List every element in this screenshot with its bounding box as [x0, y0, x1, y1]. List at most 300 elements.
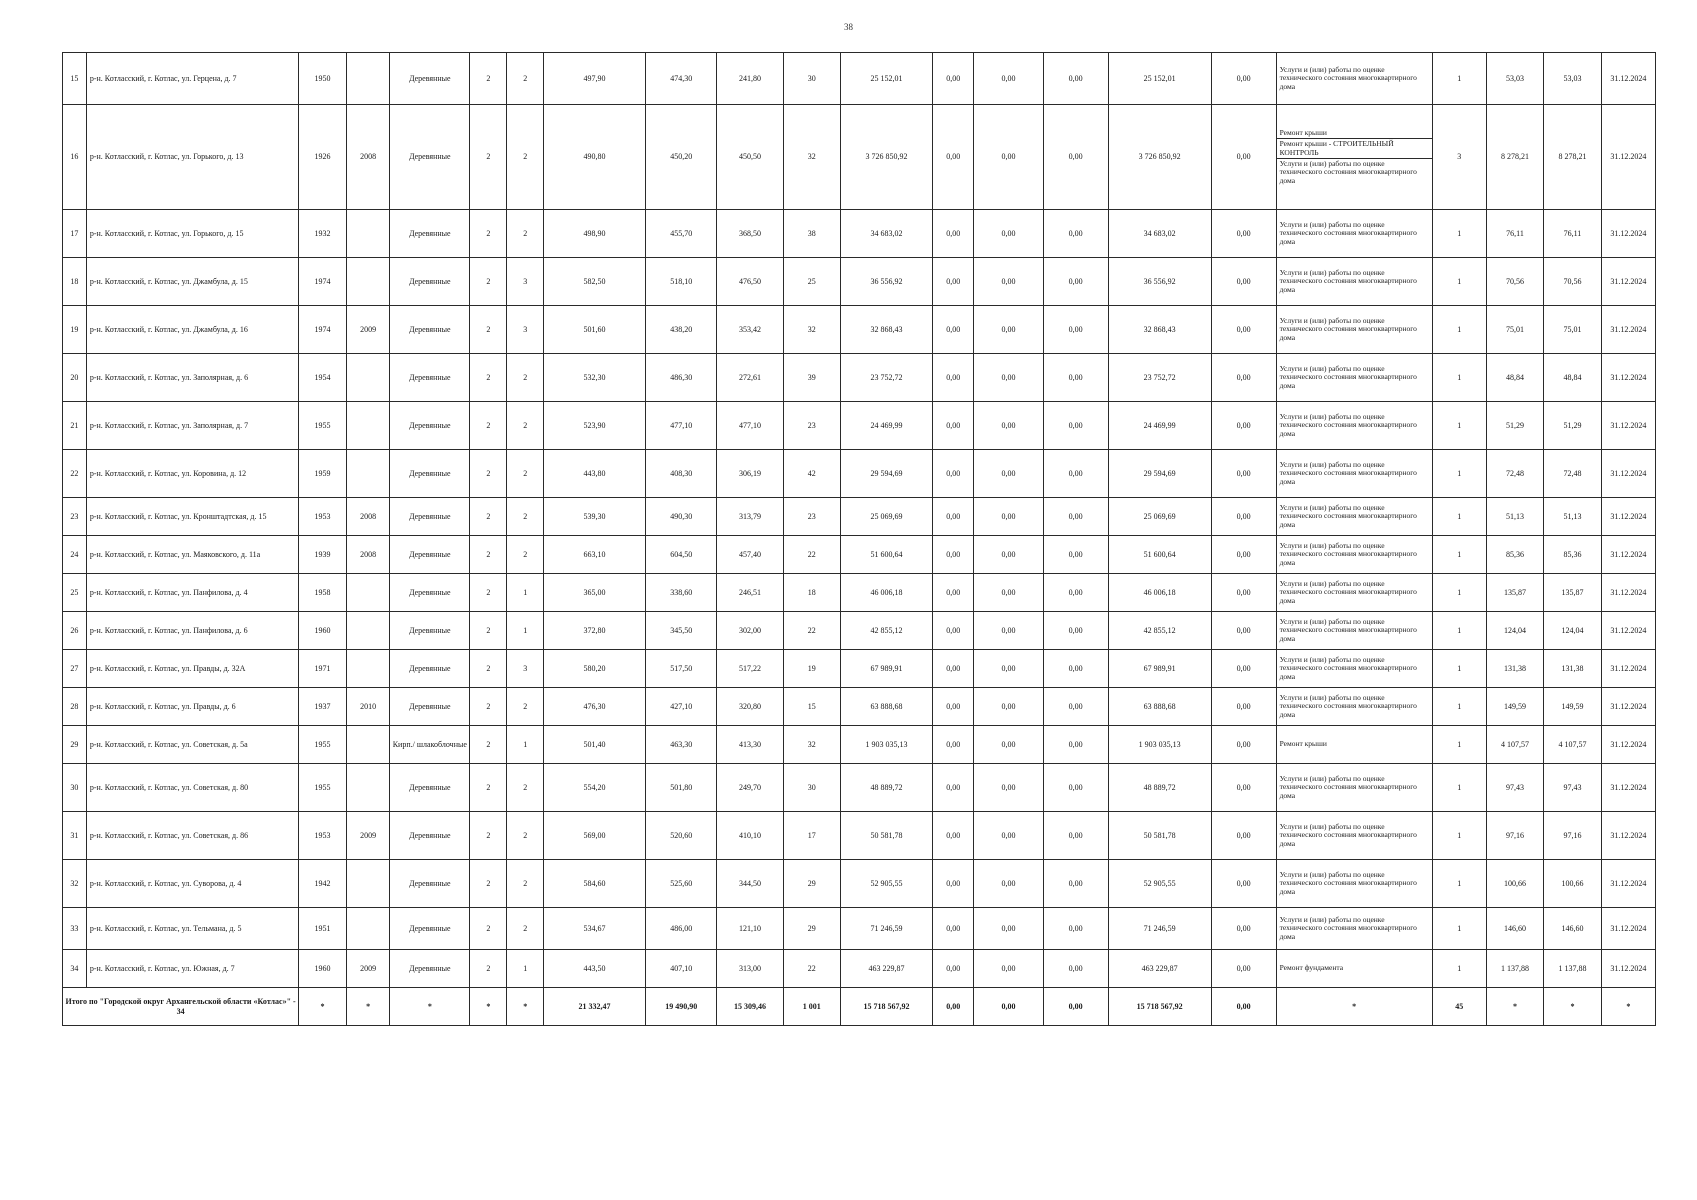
cell-residents: 17 — [783, 812, 840, 860]
cell-works — [1276, 688, 1432, 726]
cell-cost-total: 48 889,72 — [841, 764, 933, 812]
table-row — [63, 536, 1656, 574]
cell-fund2: 0,00 — [974, 210, 1043, 258]
cell-n: 26 — [63, 612, 87, 650]
work-item: Услуги и (или) работы по оценке технического состояния многоквартирного дома — [1279, 267, 1417, 294]
cell-area-res: 525,60 — [645, 860, 717, 908]
cell-works — [1276, 402, 1432, 450]
cell-fund2: 0,00 — [974, 860, 1043, 908]
cell-fund1: 0,00 — [933, 354, 974, 402]
cell-unit-max: 124,04 — [1544, 612, 1601, 650]
cell-floors: 2 — [470, 812, 507, 860]
cell-fund-own: 51 600,64 — [1108, 536, 1211, 574]
cell-area-liv: 353,42 — [717, 306, 783, 354]
cell-cost-total: 42 855,12 — [841, 612, 933, 650]
cell-works — [1276, 574, 1432, 612]
cell-area-res: 518,10 — [645, 258, 717, 306]
cell-cap-year — [346, 402, 389, 450]
cell-count: 1 — [1432, 812, 1486, 860]
cell-addr: р-н. Котласский, г. Котлас, ул. Панфилова, д. 4 — [86, 574, 298, 612]
cell-n: 23 — [63, 498, 87, 536]
cell-year: 1959 — [299, 450, 347, 498]
cell-works — [1276, 536, 1432, 574]
cell-works — [1276, 812, 1432, 860]
cell-entrances: 1 — [507, 950, 544, 988]
table-row — [63, 402, 1656, 450]
cell-fund3: 0,00 — [1043, 498, 1108, 536]
cell-cap-year — [346, 574, 389, 612]
cell-n: 21 — [63, 402, 87, 450]
cell-area-total: 554,20 — [544, 764, 646, 812]
cell-count: 3 — [1432, 105, 1486, 210]
cell-walls: Деревянные — [390, 536, 470, 574]
cell-cap-year — [346, 860, 389, 908]
table-body — [63, 53, 1656, 1026]
cell-fund-own: 29 594,69 — [1108, 450, 1211, 498]
cell-walls: Деревянные — [390, 53, 470, 105]
cell-fund-own: 71 246,59 — [1108, 908, 1211, 950]
cell-cap-year: 2009 — [346, 950, 389, 988]
cell-count: 1 — [1432, 612, 1486, 650]
cell-year: 1958 — [299, 574, 347, 612]
cell-area-total: 490,80 — [544, 105, 646, 210]
cell-n: 29 — [63, 726, 87, 764]
cell-cap-year — [346, 450, 389, 498]
cell-n: 33 — [63, 908, 87, 950]
cell-fund3: 0,00 — [1043, 354, 1108, 402]
cell-area-total: 534,67 — [544, 908, 646, 950]
cell-area-liv: 121,10 — [717, 908, 783, 950]
cell-floors: 2 — [470, 354, 507, 402]
cell-unit-cost: 72,48 — [1486, 450, 1543, 498]
cell-deadline: 31.12.2024 — [1601, 105, 1655, 210]
cell-area-total: 365,00 — [544, 574, 646, 612]
cell-unit-max: 135,87 — [1544, 574, 1601, 612]
cell-area-liv: 313,79 — [717, 498, 783, 536]
cell-cap-year — [346, 210, 389, 258]
cell-cost-total: 463 229,87 — [841, 950, 933, 988]
cell-entrances: 1 — [507, 574, 544, 612]
cell-cap-year — [346, 764, 389, 812]
cell-addr: р-н. Котласский, г. Котлас, ул. Горького, д. 15 — [86, 210, 298, 258]
cell-floors: 2 — [470, 650, 507, 688]
cell-entrances: 2 — [507, 354, 544, 402]
cell-unit-cost: 131,38 — [1486, 650, 1543, 688]
cell-area-total: 443,80 — [544, 450, 646, 498]
cell-fund2: 0,00 — [974, 574, 1043, 612]
table-row — [63, 650, 1656, 688]
cell-year: 1950 — [299, 53, 347, 105]
register-sheet — [62, 52, 1656, 1026]
cell-fund-own: 36 556,92 — [1108, 258, 1211, 306]
cell-works — [1276, 726, 1432, 764]
total-unit-cost: * — [1486, 988, 1543, 1026]
cell-n: 18 — [63, 258, 87, 306]
cell-entrances: 2 — [507, 536, 544, 574]
cell-n: 24 — [63, 536, 87, 574]
cell-area-liv: 241,80 — [717, 53, 783, 105]
cell-unit-max: 70,56 — [1544, 258, 1601, 306]
cell-works — [1276, 105, 1432, 210]
cell-works — [1276, 354, 1432, 402]
cell-walls: Деревянные — [390, 210, 470, 258]
cell-deadline: 31.12.2024 — [1601, 53, 1655, 105]
cell-deadline: 31.12.2024 — [1601, 258, 1655, 306]
cell-cost-total: 24 469,99 — [841, 402, 933, 450]
cell-unit-cost: 76,11 — [1486, 210, 1543, 258]
cell-cost-total: 32 868,43 — [841, 306, 933, 354]
work-item: Услуги и (или) работы по оценке технического состояния многоквартирного дома — [1279, 616, 1417, 643]
cell-unit-max: 97,43 — [1544, 764, 1601, 812]
cell-cost-total: 3 726 850,92 — [841, 105, 933, 210]
cell-walls: Деревянные — [390, 612, 470, 650]
cell-fund-own: 463 229,87 — [1108, 950, 1211, 988]
cell-works — [1276, 860, 1432, 908]
cell-deadline: 31.12.2024 — [1601, 450, 1655, 498]
cell-fund-other: 0,00 — [1211, 574, 1276, 612]
cell-year: 1955 — [299, 764, 347, 812]
cell-n: 34 — [63, 950, 87, 988]
cell-area-liv: 457,40 — [717, 536, 783, 574]
cell-area-total: 497,90 — [544, 53, 646, 105]
cell-area-liv: 313,00 — [717, 950, 783, 988]
cell-n: 15 — [63, 53, 87, 105]
cell-cap-year: 2009 — [346, 812, 389, 860]
table-row — [63, 306, 1656, 354]
cell-fund2: 0,00 — [974, 764, 1043, 812]
cell-fund1: 0,00 — [933, 688, 974, 726]
table-row — [63, 860, 1656, 908]
cell-works — [1276, 908, 1432, 950]
cell-floors: 2 — [470, 210, 507, 258]
work-item: Услуги и (или) работы по оценке технического состояния многоквартирного дома — [1279, 692, 1417, 719]
cell-unit-cost: 149,59 — [1486, 688, 1543, 726]
total-residents: 1 001 — [783, 988, 840, 1026]
cell-cost-total: 51 600,64 — [841, 536, 933, 574]
cell-cost-total: 46 006,18 — [841, 574, 933, 612]
cell-n: 30 — [63, 764, 87, 812]
work-item: Услуги и (или) работы по оценке технического состояния многоквартирного дома — [1279, 502, 1417, 529]
cell-entrances: 3 — [507, 258, 544, 306]
cell-area-res: 486,30 — [645, 354, 717, 402]
cell-floors: 2 — [470, 612, 507, 650]
table-row — [63, 258, 1656, 306]
cell-fund-other: 0,00 — [1211, 402, 1276, 450]
cell-unit-cost: 51,29 — [1486, 402, 1543, 450]
cell-fund2: 0,00 — [974, 536, 1043, 574]
cell-cost-total: 23 752,72 — [841, 354, 933, 402]
cell-area-total: 498,90 — [544, 210, 646, 258]
cell-addr: р-н. Котласский, г. Котлас, ул. Тельмана, д. 5 — [86, 908, 298, 950]
cell-residents: 19 — [783, 650, 840, 688]
work-item: Услуги и (или) работы по оценке технического состояния многоквартирного дома — [1279, 540, 1417, 567]
work-item: Ремонт фундамента — [1279, 963, 1344, 973]
cell-area-res: 427,10 — [645, 688, 717, 726]
total-area-total: 21 332,47 — [544, 988, 646, 1026]
cell-addr: р-н. Котласский, г. Котлас, ул. Южная, д. 7 — [86, 950, 298, 988]
table-row — [63, 53, 1656, 105]
cell-area-total: 580,20 — [544, 650, 646, 688]
cell-cost-total: 1 903 035,13 — [841, 726, 933, 764]
cell-area-res: 345,50 — [645, 612, 717, 650]
cell-count: 1 — [1432, 306, 1486, 354]
cell-year: 1955 — [299, 402, 347, 450]
cell-cap-year — [346, 53, 389, 105]
cell-addr: р-н. Котласский, г. Котлас, ул. Кронштадтская, д. 15 — [86, 498, 298, 536]
work-item: Услуги и (или) работы по оценке технического состояния многоквартирного дома — [1279, 914, 1417, 941]
cell-cap-year: 2008 — [346, 105, 389, 210]
cell-floors: 2 — [470, 688, 507, 726]
cell-works — [1276, 450, 1432, 498]
cell-walls: Деревянные — [390, 402, 470, 450]
cell-unit-cost: 135,87 — [1486, 574, 1543, 612]
cell-year: 1960 — [299, 950, 347, 988]
cell-fund3: 0,00 — [1043, 536, 1108, 574]
table-row — [63, 812, 1656, 860]
cell-fund-own: 48 889,72 — [1108, 764, 1211, 812]
cell-count: 1 — [1432, 764, 1486, 812]
cell-count: 1 — [1432, 688, 1486, 726]
cell-floors: 2 — [470, 950, 507, 988]
total-unit-max: * — [1544, 988, 1601, 1026]
cell-area-liv: 517,22 — [717, 650, 783, 688]
table-row — [63, 105, 1656, 210]
cell-fund2: 0,00 — [974, 53, 1043, 105]
cell-fund2: 0,00 — [974, 726, 1043, 764]
cell-fund-other: 0,00 — [1211, 536, 1276, 574]
cell-year: 1953 — [299, 498, 347, 536]
cell-area-liv: 302,00 — [717, 612, 783, 650]
cell-fund-other: 0,00 — [1211, 612, 1276, 650]
cell-area-res: 520,60 — [645, 812, 717, 860]
cell-walls: Деревянные — [390, 812, 470, 860]
cell-area-liv: 477,10 — [717, 402, 783, 450]
cell-year: 1974 — [299, 306, 347, 354]
total-year: * — [299, 988, 347, 1026]
cell-area-res: 407,10 — [645, 950, 717, 988]
work-item: Услуги и (или) работы по оценке технического состояния многоквартирного дома — [1279, 315, 1417, 342]
cell-addr: р-н. Котласский, г. Котлас, ул. Джамбула, д. 15 — [86, 258, 298, 306]
cell-cost-total: 25 069,69 — [841, 498, 933, 536]
cell-fund-other: 0,00 — [1211, 210, 1276, 258]
table-row — [63, 726, 1656, 764]
cell-unit-cost: 75,01 — [1486, 306, 1543, 354]
cell-area-res: 463,30 — [645, 726, 717, 764]
cell-fund-other: 0,00 — [1211, 908, 1276, 950]
cell-floors: 2 — [470, 498, 507, 536]
cell-area-liv: 344,50 — [717, 860, 783, 908]
cell-year: 1955 — [299, 726, 347, 764]
cell-fund2: 0,00 — [974, 812, 1043, 860]
cell-count: 1 — [1432, 498, 1486, 536]
cell-residents: 22 — [783, 536, 840, 574]
cell-addr: р-н. Котласский, г. Котлас, ул. Заполярная, д. 7 — [86, 402, 298, 450]
cell-floors: 2 — [470, 258, 507, 306]
cell-unit-max: 72,48 — [1544, 450, 1601, 498]
table-row — [63, 354, 1656, 402]
cell-residents: 30 — [783, 764, 840, 812]
cell-works — [1276, 258, 1432, 306]
cell-n: 19 — [63, 306, 87, 354]
cell-works — [1276, 53, 1432, 105]
cell-unit-cost: 85,36 — [1486, 536, 1543, 574]
cell-cost-total: 63 888,68 — [841, 688, 933, 726]
table-row — [63, 950, 1656, 988]
cell-fund3: 0,00 — [1043, 53, 1108, 105]
cell-cap-year — [346, 258, 389, 306]
cell-addr: р-н. Котласский, г. Котлас, ул. Герцена, д. 7 — [86, 53, 298, 105]
cell-fund-other: 0,00 — [1211, 950, 1276, 988]
cell-floors: 2 — [470, 53, 507, 105]
table-row — [63, 764, 1656, 812]
cell-area-total: 532,30 — [544, 354, 646, 402]
work-item: Ремонт крыши — [1279, 739, 1327, 749]
cell-residents: 39 — [783, 354, 840, 402]
cell-count: 1 — [1432, 402, 1486, 450]
cell-fund3: 0,00 — [1043, 950, 1108, 988]
cell-area-res: 450,20 — [645, 105, 717, 210]
cell-walls: Деревянные — [390, 574, 470, 612]
cell-floors: 2 — [470, 860, 507, 908]
table-row — [63, 450, 1656, 498]
cell-fund2: 0,00 — [974, 950, 1043, 988]
cell-area-liv: 246,51 — [717, 574, 783, 612]
cell-fund-other: 0,00 — [1211, 650, 1276, 688]
cell-unit-cost: 97,16 — [1486, 812, 1543, 860]
total-area-res: 19 490,90 — [645, 988, 717, 1026]
cell-unit-cost: 8 278,21 — [1486, 105, 1543, 210]
cell-deadline: 31.12.2024 — [1601, 498, 1655, 536]
work-item: Услуги и (или) работы по оценке технического состояния многоквартирного дома — [1279, 219, 1417, 246]
cell-area-total: 476,30 — [544, 688, 646, 726]
cell-area-total: 372,80 — [544, 612, 646, 650]
cell-area-liv: 272,61 — [717, 354, 783, 402]
cell-addr: р-н. Котласский, г. Котлас, ул. Суворова, д. 4 — [86, 860, 298, 908]
cell-unit-cost: 70,56 — [1486, 258, 1543, 306]
cell-deadline: 31.12.2024 — [1601, 574, 1655, 612]
cell-year: 1974 — [299, 258, 347, 306]
cell-unit-max: 100,66 — [1544, 860, 1601, 908]
cell-n: 32 — [63, 860, 87, 908]
cell-fund-own: 52 905,55 — [1108, 860, 1211, 908]
cell-deadline: 31.12.2024 — [1601, 650, 1655, 688]
cell-area-liv: 413,30 — [717, 726, 783, 764]
cell-unit-cost: 146,60 — [1486, 908, 1543, 950]
cell-residents: 23 — [783, 402, 840, 450]
cell-count: 1 — [1432, 450, 1486, 498]
cell-entrances: 2 — [507, 688, 544, 726]
cell-cap-year: 2008 — [346, 498, 389, 536]
cell-area-res: 438,20 — [645, 306, 717, 354]
cell-deadline: 31.12.2024 — [1601, 726, 1655, 764]
cell-year: 1971 — [299, 650, 347, 688]
cell-count: 1 — [1432, 860, 1486, 908]
work-item: Услуги и (или) работы по оценке технического состояния многоквартирного дома — [1279, 459, 1417, 486]
cell-area-liv: 368,50 — [717, 210, 783, 258]
cell-works — [1276, 764, 1432, 812]
cell-fund-other: 0,00 — [1211, 812, 1276, 860]
cell-works — [1276, 498, 1432, 536]
cell-year: 1951 — [299, 908, 347, 950]
cell-unit-max: 131,38 — [1544, 650, 1601, 688]
cell-fund1: 0,00 — [933, 612, 974, 650]
cell-count: 1 — [1432, 210, 1486, 258]
work-item: Услуги и (или) работы по оценке технического состояния многоквартирного дома — [1279, 363, 1417, 390]
cell-entrances: 1 — [507, 726, 544, 764]
cell-residents: 15 — [783, 688, 840, 726]
cell-fund3: 0,00 — [1043, 860, 1108, 908]
cell-fund-own: 42 855,12 — [1108, 612, 1211, 650]
cell-fund-other: 0,00 — [1211, 726, 1276, 764]
cell-walls: Деревянные — [390, 258, 470, 306]
cell-works — [1276, 210, 1432, 258]
total-fund2: 0,00 — [974, 988, 1043, 1026]
cell-deadline: 31.12.2024 — [1601, 908, 1655, 950]
cell-unit-max: 53,03 — [1544, 53, 1601, 105]
cell-cost-total: 67 989,91 — [841, 650, 933, 688]
cell-addr: р-н. Котласский, г. Котлас, ул. Советская, д. 5а — [86, 726, 298, 764]
cell-floors: 2 — [470, 536, 507, 574]
cell-fund1: 0,00 — [933, 574, 974, 612]
cell-fund-own: 46 006,18 — [1108, 574, 1211, 612]
cell-area-res: 517,50 — [645, 650, 717, 688]
cell-fund2: 0,00 — [974, 650, 1043, 688]
cell-unit-cost: 53,03 — [1486, 53, 1543, 105]
cell-area-liv: 450,50 — [717, 105, 783, 210]
cell-area-total: 663,10 — [544, 536, 646, 574]
cell-fund-other: 0,00 — [1211, 498, 1276, 536]
cell-floors: 2 — [470, 764, 507, 812]
cell-area-res: 490,30 — [645, 498, 717, 536]
cell-walls: Деревянные — [390, 306, 470, 354]
total-fund1: 0,00 — [933, 988, 974, 1026]
capital-repair-table — [62, 52, 1656, 1026]
total-row — [63, 988, 1656, 1026]
cell-fund1: 0,00 — [933, 402, 974, 450]
work-item: Ремонт крыши — [1279, 127, 1327, 137]
cell-fund-other: 0,00 — [1211, 354, 1276, 402]
cell-fund2: 0,00 — [974, 105, 1043, 210]
cell-fund2: 0,00 — [974, 402, 1043, 450]
cell-residents: 38 — [783, 210, 840, 258]
cell-walls: Деревянные — [390, 498, 470, 536]
cell-addr: р-н. Котласский, г. Котлас, ул. Горького, д. 13 — [86, 105, 298, 210]
cell-entrances: 2 — [507, 764, 544, 812]
cell-unit-max: 48,84 — [1544, 354, 1601, 402]
cell-cap-year — [346, 354, 389, 402]
cell-addr: р-н. Котласский, г. Котлас, ул. Джамбула, д. 16 — [86, 306, 298, 354]
cell-addr: р-н. Котласский, г. Котлас, ул. Правды, д. 6 — [86, 688, 298, 726]
page-number: 38 — [844, 22, 853, 32]
cell-fund-other: 0,00 — [1211, 53, 1276, 105]
cell-fund-own: 34 683,02 — [1108, 210, 1211, 258]
cell-fund-own: 32 868,43 — [1108, 306, 1211, 354]
cell-area-liv: 320,80 — [717, 688, 783, 726]
cell-area-res: 338,60 — [645, 574, 717, 612]
cell-walls: Деревянные — [390, 354, 470, 402]
work-item: Услуги и (или) работы по оценке технического состояния многоквартирного дома — [1279, 821, 1417, 848]
cell-area-total: 582,50 — [544, 258, 646, 306]
cell-deadline: 31.12.2024 — [1601, 402, 1655, 450]
cell-fund1: 0,00 — [933, 306, 974, 354]
cell-unit-max: 146,60 — [1544, 908, 1601, 950]
cell-fund3: 0,00 — [1043, 306, 1108, 354]
cell-unit-max: 75,01 — [1544, 306, 1601, 354]
cell-fund3: 0,00 — [1043, 650, 1108, 688]
cell-floors: 2 — [470, 306, 507, 354]
total-cap-year: * — [346, 988, 389, 1026]
cell-count: 1 — [1432, 726, 1486, 764]
